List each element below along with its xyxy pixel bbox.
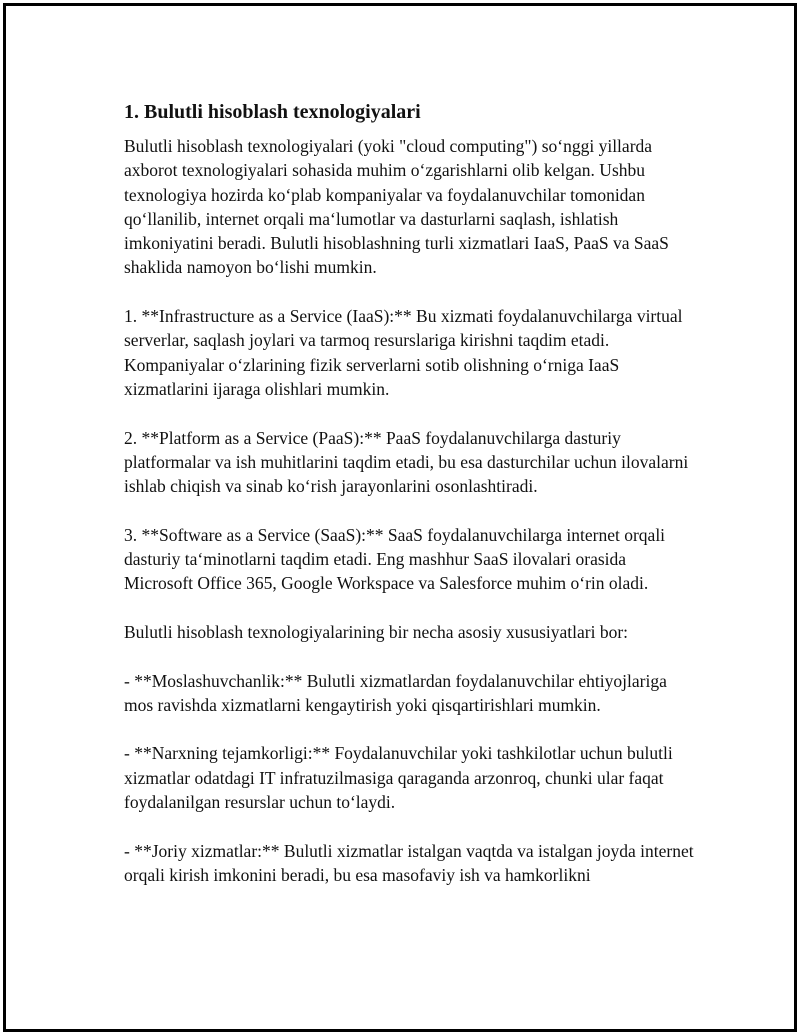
page-frame: [3, 3, 797, 1032]
availability-paragraph: - **Joriy xizmatlar:** Bulutli xizmatlar istalgan vaqtda va istalgan joyda internet orqali kirish imkonini beradi, bu esa masofaviy ish va hamkorlikni: [124, 840, 694, 885]
intro-paragraph: Bulutli hisoblash texnologiyalari (yoki "cloud computing") so‘nggi yillarda axborot texnologiyalari sohasida muhim o‘zgarishlarni olib kelgan. Ushbu texnologiya hozirda ko‘plab kompaniyalar va foydalanuvchilar tomonidan qo‘llanilib, internet orqali ma‘lumotlar va dasturlarni saqlash, ishlatish imkoniyatini beradi. Bulutli hisoblashning turli xizmatlari IaaS, PaaS va SaaS shaklida namoyon bo‘lishi mumkin.: [124, 136, 669, 278]
document-body: [124, 98, 699, 912]
cost-efficiency-paragraph: - **Narxning tejamkorligi:** Foydalanuvchilar yoki tashkilotlar uchun bulutli xizmatlar odatdagi IT infratuzilmasiga qaraganda arzonroq, chunki ular faqat foydalanilgan resurslar uchun to‘laydi.: [124, 743, 673, 813]
section-heading: 1. Bulutli hisoblash texnologiyalari: [124, 101, 421, 123]
iaas-paragraph: 1. **Infrastructure as a Service (IaaS):** Bu xizmati foydalanuvchilarga virtual serverlar, saqlash joylari va tarmoq resurslariga kirishni taqdim etadi. Kompaniyalar o‘zlarining fizik serverlarni sotib olishning o‘rniga IaaS xizmatlarini ijaraga olishlari mumkin.: [124, 306, 683, 399]
features-intro-paragraph: Bulutli hisoblash texnologiyalarining bir necha asosiy xususiyatlari bor:: [124, 621, 629, 642]
paas-paragraph: 2. **Platform as a Service (PaaS):** PaaS foydalanuvchilarga dasturiy platformalar va ish muhitlarini taqdim etadi, bu esa dasturchilar uchun ilovalarni ishlab chiqish va sinab ko‘rish jarayonlarini osonlashtiradi.: [124, 427, 689, 497]
flexibility-paragraph: - **Moslashuvchanlik:** Bulutli xizmatlardan foydalanuvchilar ehtiyojlariga mos ravishda xizmatlarni kengaytirish yoki qisqartirishlari mumkin.: [124, 670, 667, 715]
saas-paragraph: 3. **Software as a Service (SaaS):** SaaS foydalanuvchilarga internet orqali dasturiy ta‘minotlarni taqdim etadi. Eng mashhur SaaS ilovalari orasida Microsoft Office 365, Google Workspace va Salesforce muhim o‘rin oladi.: [124, 524, 666, 594]
